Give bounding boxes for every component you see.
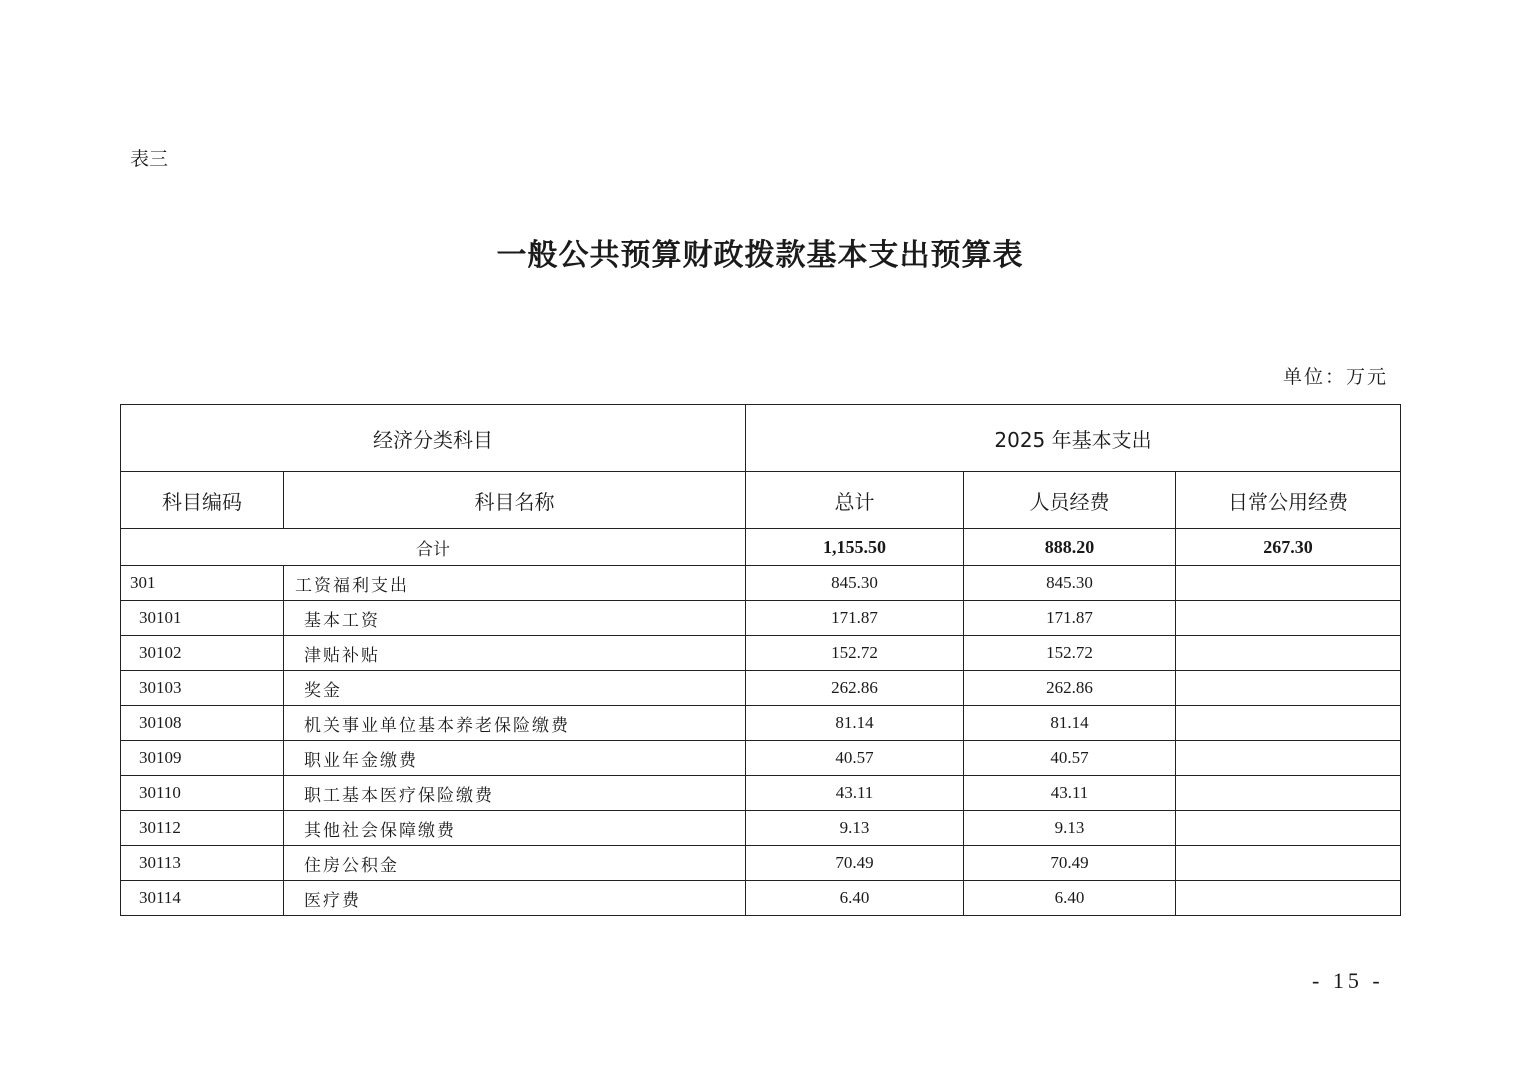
row-total: 152.72 — [746, 636, 964, 671]
row-name: 奖金 — [284, 671, 746, 706]
document-title: 一般公共预算财政拨款基本支出预算表 — [496, 238, 1024, 273]
row-total: 9.13 — [746, 811, 964, 846]
row-name: 职工基本医疗保险缴费 — [284, 776, 746, 811]
row-total: 70.49 — [746, 846, 964, 881]
row-public — [1176, 811, 1401, 846]
row-name: 工资福利支出 — [284, 566, 746, 601]
table-row — [121, 811, 1401, 846]
row-total: 171.87 — [746, 601, 964, 636]
row-personnel: 81.14 — [964, 706, 1176, 741]
row-total: 6.40 — [746, 881, 964, 916]
row-code: 30101 — [121, 601, 284, 636]
row-name: 机关事业单位基本养老保险缴费 — [284, 706, 746, 741]
row-public — [1176, 776, 1401, 811]
row-public — [1176, 671, 1401, 706]
row-code: 30102 — [121, 636, 284, 671]
header-code: 科目编码 — [121, 472, 284, 529]
row-personnel: 40.57 — [964, 741, 1176, 776]
summary-personnel: 888.20 — [964, 529, 1176, 566]
row-total: 845.30 — [746, 566, 964, 601]
row-total: 262.86 — [746, 671, 964, 706]
page-number: - 15 - — [1312, 968, 1384, 993]
row-personnel: 171.87 — [964, 601, 1176, 636]
table-row — [121, 741, 1401, 776]
row-code: 30112 — [121, 811, 284, 846]
row-name: 职业年金缴费 — [284, 741, 746, 776]
row-personnel: 262.86 — [964, 671, 1176, 706]
header-name: 科目名称 — [284, 472, 746, 529]
table-row — [121, 846, 1401, 881]
row-name: 住房公积金 — [284, 846, 746, 881]
summary-label: 合计 — [121, 529, 746, 566]
row-code: 30109 — [121, 741, 284, 776]
unit-label: 单位：万元 — [1283, 366, 1389, 388]
row-personnel: 152.72 — [964, 636, 1176, 671]
budget-table-body — [121, 405, 1401, 916]
table-row — [121, 881, 1401, 916]
row-total: 43.11 — [746, 776, 964, 811]
header-row-2 — [121, 472, 1401, 529]
header-public: 日常公用经费 — [1176, 472, 1401, 529]
header-year: 2025 年基本支出 — [746, 405, 1401, 472]
row-code: 30103 — [121, 671, 284, 706]
row-total: 40.57 — [746, 741, 964, 776]
row-public — [1176, 636, 1401, 671]
table-row — [121, 671, 1401, 706]
summary-total: 1,155.50 — [746, 529, 964, 566]
table-row — [121, 601, 1401, 636]
budget-table — [120, 404, 1401, 916]
row-personnel: 6.40 — [964, 881, 1176, 916]
row-public — [1176, 566, 1401, 601]
row-name: 基本工资 — [284, 601, 746, 636]
row-public — [1176, 741, 1401, 776]
row-public — [1176, 706, 1401, 741]
row-personnel: 845.30 — [964, 566, 1176, 601]
row-total: 81.14 — [746, 706, 964, 741]
table-row — [121, 636, 1401, 671]
header-personnel: 人员经费 — [964, 472, 1176, 529]
row-code: 30110 — [121, 776, 284, 811]
row-code: 30114 — [121, 881, 284, 916]
table-row — [121, 776, 1401, 811]
row-personnel: 9.13 — [964, 811, 1176, 846]
header-total: 总计 — [746, 472, 964, 529]
row-name: 津贴补贴 — [284, 636, 746, 671]
summary-row — [121, 529, 1401, 566]
row-code: 30108 — [121, 706, 284, 741]
table-row — [121, 706, 1401, 741]
row-name: 其他社会保障缴费 — [284, 811, 746, 846]
header-row-1 — [121, 405, 1401, 472]
row-code: 301 — [121, 566, 284, 601]
row-public — [1176, 846, 1401, 881]
row-public — [1176, 601, 1401, 636]
summary-public: 267.30 — [1176, 529, 1401, 566]
table-label: 表三 — [130, 148, 169, 170]
row-name: 医疗费 — [284, 881, 746, 916]
table-row — [121, 566, 1401, 601]
row-public — [1176, 881, 1401, 916]
row-code: 30113 — [121, 846, 284, 881]
row-personnel: 43.11 — [964, 776, 1176, 811]
row-personnel: 70.49 — [964, 846, 1176, 881]
header-econ-class: 经济分类科目 — [121, 405, 746, 472]
